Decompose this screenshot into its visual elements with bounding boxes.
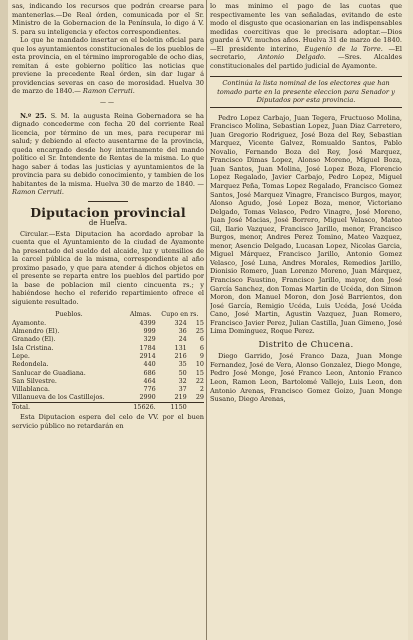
distribution-table: [12, 309, 204, 412]
secretary-label: —El secretario,: [210, 44, 402, 62]
town-name: Villanueva de los Castillejos.: [12, 393, 105, 402]
town-name: Redondela.: [12, 360, 49, 369]
quota-reales: 1150: [156, 402, 187, 411]
right-column: [210, 2, 402, 638]
table-row: [12, 352, 204, 360]
quota-reales: 131: [174, 343, 187, 352]
town-name: Villablanca.: [12, 385, 50, 394]
souls-count: 329: [143, 335, 156, 344]
town-name: Ayamonte.: [12, 318, 47, 327]
quota-fraction: 6: [199, 343, 204, 352]
souls-count: 15626.: [126, 402, 156, 411]
signature-secretary: Antonio Delgado.: [258, 53, 326, 62]
souls-count: 4399: [139, 318, 156, 327]
paragraph-circular: Circular.—Esta Diputacion ha acordado aprobar la cuenta que el Ayuntamiento de la ciudad de Ayamonte ha presentado del sueldo del alcaide, luz y utensilios de la carcel pública de la misma, correspondiente al año proximo pasado, y que para atender á dichos objetos en el presente se reparta entre los pueblos del partido por la base de poblacion mil ciento cincuenta rs.; y habiéndose hecho el referido repartimiento ofrece el siguiente resultado.: [12, 229, 204, 306]
town-name: Lepe.: [12, 351, 30, 360]
paragraph-closing: Esta Diputacion espera del celo de VV. por el buen servicio público no retardarán en: [12, 413, 204, 430]
table-header: Cupo en rs.: [161, 309, 199, 318]
quota-fraction: [187, 402, 204, 411]
district-heading: Distrito de Chucena.: [258, 339, 354, 350]
quota-fraction: 29: [195, 393, 204, 402]
boletin-notice-text: Lo que he mandado insertar en el boletin oficial para que los ayuntamientos constitucionales de los pueblos de esta provincia, en el término improrogable de ocho dias, remitan á este gobierno político las noticias que previene la precedente Real órden, sin dar lugar á providencias severas en caso de morosidad. Huelva 30 de marzo de 1840.—: [12, 36, 204, 96]
column-divider: [206, 0, 207, 640]
notice-number: N.º 25.: [20, 111, 47, 120]
quota-reales: 216: [174, 351, 187, 360]
section-title: Diputacion provincial: [30, 205, 186, 221]
table-row: [12, 393, 204, 402]
licence-notice-text: S. M. la augusta Reina Gobernadora se ha dignado concederme con fecha 20 del corriente Real licencia, por término de un mes, para recuperar mi salud; y debiendo al efecto ausentarme de la provincia, queda encargado desde hoy interinamente del mando político el Sr. Intendente de Rentas de la misma. Lo que hago saber á todas las justicias y ayuntamientos de la provincia para su debido conocimiento, y tambien de los habitantes de la misma. Huelva 30 de marzo de 1840. —: [12, 111, 204, 188]
paragraph-licence-notice: [12, 112, 204, 197]
addressees-text: —Sres. Alcaldes constitucionales del partido judicial de Ayamonte.: [210, 53, 402, 70]
quota-fraction: 10: [195, 360, 204, 369]
quota-fraction: 25: [195, 327, 204, 336]
souls-count: 2990: [139, 393, 156, 402]
table-header: Almas.: [129, 309, 152, 318]
quota-reales: 32: [178, 376, 187, 385]
section-subtitle: de Huelva.: [88, 219, 128, 228]
souls-count: 464: [143, 376, 156, 385]
quota-reales: 324: [174, 318, 187, 327]
quota-reales: 35: [178, 360, 187, 369]
town-name: Total.: [12, 402, 126, 411]
table-body: [12, 319, 204, 411]
electors-names-list-2: Diego Garrido, José Franco Daza, Juan Monge Fernandez, José de Vera, Alonso Gonzalez, Diego Monge, Pedro José Monge, José Franco Leon, Antonio Franco Leon, Ramon Leon, Bartolomé Vallejo, Luis Leon, don Antonio Arenas, Francisco Gomez Goizo, Juan Monge Susano, Diego Arenas,: [210, 352, 402, 404]
paragraph-payment-close: [210, 2, 402, 70]
quota-reales: 219: [174, 393, 187, 402]
town-name: Granado (El).: [12, 335, 56, 344]
table-row: [12, 319, 204, 327]
quota-reales: 50: [178, 368, 187, 377]
souls-count: 440: [143, 360, 156, 369]
table-total-row: [12, 402, 204, 411]
signature-cerruti-1: Ramon Cerruti.: [82, 87, 135, 96]
left-column: [12, 2, 204, 638]
souls-count: 1784: [139, 343, 156, 352]
town-name: Sanlucar de Guadiana.: [12, 368, 86, 377]
payment-close-text: lo mas minimo el pago de las cuotas que respectivamente les van señaladas, evitando de este modo el disgusto que ocasionarian en las indispensables medidas coercitivas que le precisara adoptar.—Dios guarde á VV. muchos años. Huelva 31 de marzo de 1840. —El presidente interino,: [210, 2, 402, 53]
table-row: [12, 369, 204, 377]
signature-president: Eugenio de la Torre.: [304, 44, 383, 53]
page-binding-edge: [0, 0, 8, 640]
souls-count: 999: [143, 327, 156, 336]
table-header-row: [12, 309, 204, 319]
quota-fraction: 15: [195, 318, 204, 327]
signature-cerruti-2: Ramon Cerruti.: [12, 188, 64, 197]
souls-count: 686: [143, 368, 156, 377]
table-header: Pueblos.: [55, 309, 83, 318]
quota-fraction: 2: [199, 385, 204, 394]
table-row: [12, 360, 204, 368]
quota-fraction: 6: [199, 335, 204, 344]
quota-fraction: 15: [195, 368, 204, 377]
paragraph-boletin-notice: [12, 36, 204, 96]
quota-reales: 37: [178, 385, 187, 394]
paragraph-royal-order-end: sas, indicando los recursos que podrán crearse para mantenerlas.—De Real órden, comunicada por el Sr. Ministro de la Gobernacion de la Península, lo digo á V. S. para su inteligencia y efectos correspondientes.: [12, 2, 204, 36]
electors-names-list-1: Pedro Lopez Carbajo, Juan Tegera, Fructuoso Molina, Francisco Molina, Sebastian Lopez, Juan Diaz Carretero, Juan Gregorio Rodriguez, José Boza del Rey, Sebastian Marquez, Vicente Galvez, Romualdo Santos, Pablo Novalio, Fernando Boza del Rey, José Marquez, Francisco Dimas Lopez, Alonso Moreno, Miguel Boza, Juan Santos, Juan Molina, José Lopez Boza, Florencio Lopez Regalado, Javier Carbajo, Pedro Lopez, Miguel Marquez Peña, Tomas Lopez Regalado, Francisco Gomez Santos, José Marquez Vinagre, Francisco Burgos, mayor, Alonso Agudo, José Lopez Boza, menor, Victoriano Delgado, Tomas Velasco, Pedro Vinagre, José Moreno, Juan José Macias, José Borrero, Miguel Velasco, Mateo Gil, Ilario Vazquez, Francisco Jarillo, menor, Francisco Burgos, menor, Andres Perez Tomino, Mateo Vazquez, menor, Asencio Delgado, Lucasan Lopez, Nicolas Garcia, Miguel Márquez, Francisco Jarillo, Antonio Gomez Velasco, José Luna, Andres Morales, Remedios Jarillo, Dionisio Romero, Juan Lorenzo Moreno, Juan Márquez, Francisco Faustino, Francisco Jarillo, mayor, don José García Sanchez, don Tomas Martin de Ucéda, don Simon Moron, don Manuel Moron, don José Barrientos, don José García, Remigio Ucéda, Luis Ucéda, José Ucéda Cano, José Martin, Agustin Vazquez, Juan Romero, Francisco Javier Perez, Julian Castilla, Juan Gimeno, José Lima Dominguez, Roque Perez.: [210, 113, 402, 336]
quota-fraction: 9: [199, 351, 204, 360]
quota-reales: 24: [178, 335, 187, 344]
town-name: Isla Cristina.: [12, 343, 54, 352]
souls-count: 776: [143, 385, 156, 394]
table-row: [12, 385, 204, 393]
town-name: Almendro (El).: [12, 327, 60, 336]
town-name: San Silvestre.: [12, 376, 57, 385]
separator: ——: [100, 99, 116, 107]
quota-fraction: 22: [195, 376, 204, 385]
quota-reales: 36: [178, 327, 187, 336]
table-row: [12, 377, 204, 385]
souls-count: 2914: [139, 351, 156, 360]
table-row: [12, 344, 204, 352]
table-row: [12, 327, 204, 335]
table-row: [12, 335, 204, 343]
electors-list-heading: Continúa la lista nominal de los electores que han tomado parte en la presente eleccion para Senador y Diputados por esta provincia.: [210, 76, 402, 107]
divider-rule: [88, 201, 128, 202]
